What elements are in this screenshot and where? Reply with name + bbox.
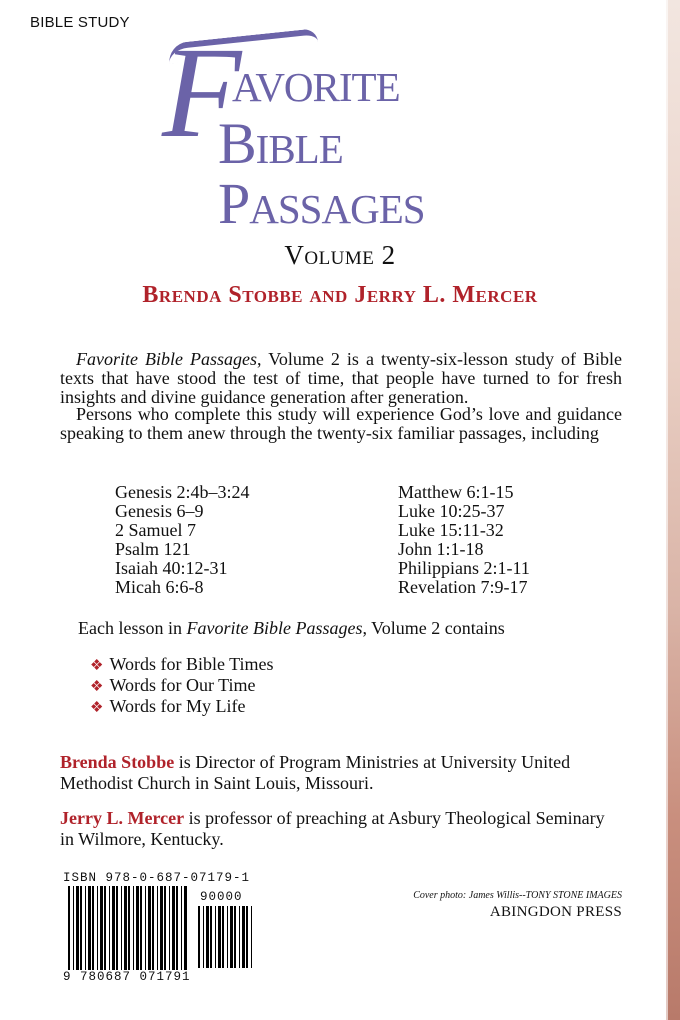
list-item: [90, 655, 274, 676]
passage-item: Luke 10:25-37: [398, 501, 505, 521]
passage-item: Luke 15:11-32: [398, 520, 504, 540]
cover-photo-edge: [666, 0, 680, 1020]
volume-label: Volume 2: [284, 240, 396, 270]
cover-photo-credit: Cover photo: James Willis--TONY STONE IMAGES: [413, 890, 622, 901]
diamond-bullet-icon: ❖: [90, 658, 104, 674]
passage-item: Isaiah 40:12-31: [115, 558, 228, 578]
passage-item: 2 Samuel 7: [115, 520, 196, 540]
passage-item: Revelation 7:9-17: [398, 577, 528, 597]
title-line-3: Passages: [218, 171, 425, 236]
passages-list-left: [115, 483, 250, 597]
passage-item: Genesis 6–9: [115, 501, 204, 521]
list-item-label: Words for Our Time: [109, 675, 256, 695]
diamond-bullet-icon: ❖: [90, 700, 104, 716]
author-name: Brenda Stobbe: [60, 752, 175, 772]
description-paragraph-2: Persons who complete this study will experience God’s love and guidance speaking to them anew through the twenty-six familiar passages, including: [60, 404, 622, 443]
list-item-label: Words for Bible Times: [109, 654, 274, 674]
barcode-number: 9 780687 071791: [63, 970, 191, 984]
contains-title: Favorite Bible Passages: [186, 618, 363, 638]
contains-pre: Each lesson in: [78, 618, 187, 638]
passages-list-right: [398, 483, 530, 597]
author-bio-2: [60, 808, 622, 850]
title-initial: F: [162, 21, 242, 165]
passage-item: Micah 6:6-8: [115, 577, 204, 597]
publisher-name: ABINGDON PRESS: [489, 904, 622, 920]
lesson-contains-intro: [78, 618, 505, 639]
author-name: Jerry L. Mercer: [60, 808, 185, 828]
author-bio-text: is professor of preaching at Asbury Theological Seminary in Wilmore, Kentucky.: [60, 808, 605, 849]
author-names: Brenda Stobbe and Jerry L. Mercer: [142, 282, 538, 308]
passage-item: Philippians 2:1-11: [398, 558, 530, 578]
author-bio-1: [60, 752, 622, 794]
book-title-italic: Favorite Bible Passages: [76, 349, 258, 369]
lesson-sections-list: [90, 655, 274, 718]
list-item: [90, 697, 274, 718]
author-bio-text: is Director of Program Ministries at University United Methodist Church in Saint Louis, Missouri.: [60, 752, 571, 793]
category-label: BIBLE STUDY: [30, 14, 130, 31]
description-paragraph-1: [60, 350, 622, 407]
price-addon-barcode: [198, 906, 254, 968]
description-text-1: , Volume 2 is a twenty-six-lesson study of Bible texts that have stood the test of time, that people have turned to for fresh insights and divine guidance generation after generation.: [60, 349, 622, 407]
title-line-2: Bible: [218, 111, 343, 176]
passage-item: John 1:1-18: [398, 539, 484, 559]
isbn-barcode: [68, 886, 188, 970]
diamond-bullet-icon: ❖: [90, 679, 104, 695]
price-addon-number: 90000: [200, 890, 243, 904]
title-line-1: avorite: [232, 49, 400, 114]
list-item-label: Words for My Life: [109, 696, 246, 716]
list-item: [90, 676, 274, 697]
contains-post: , Volume 2 contains: [362, 618, 505, 638]
passage-item: Psalm 121: [115, 539, 191, 559]
passage-item: Genesis 2:4b–3:24: [115, 482, 250, 502]
passage-item: Matthew 6:1-15: [398, 482, 514, 502]
isbn-label: ISBN 978-0-687-07179-1: [63, 871, 251, 885]
